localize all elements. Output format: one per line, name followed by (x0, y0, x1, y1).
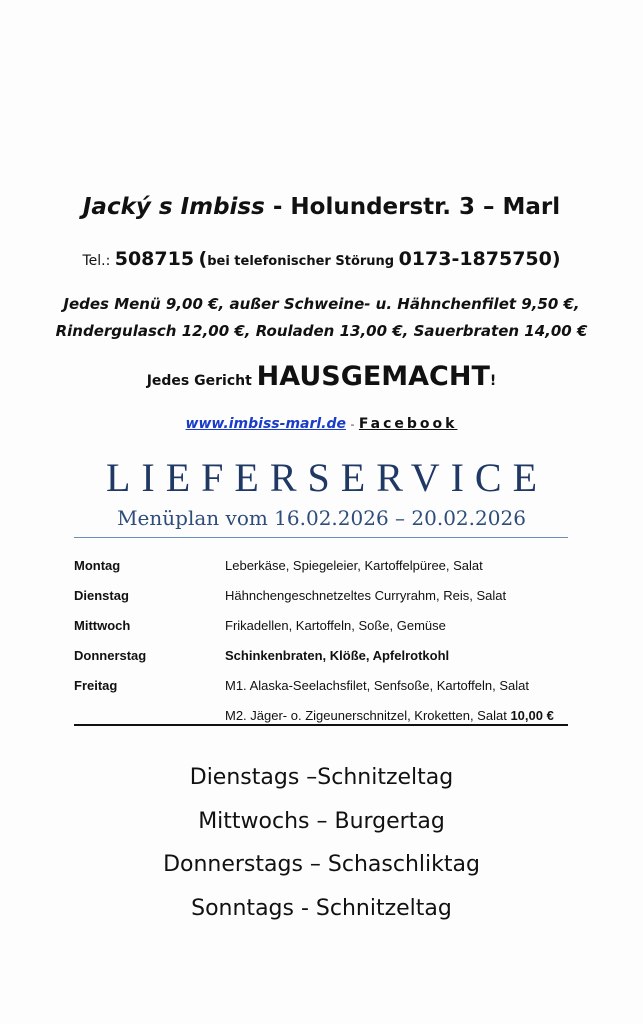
menu-dish: M1. Alaska-Seelachsfilet, Senfsoße, Kartoffeln, Salat (225, 677, 529, 693)
menu-day: Montag (74, 557, 121, 573)
fallback-number: 0173-1875750) (398, 248, 561, 270)
homemade-suffix: ! (489, 373, 497, 389)
menu-plan-title: Menüplan vom 16.02.2026 – 20.02.2026 (117, 506, 526, 530)
menu-dish: Schinkenbraten, Klöße, Apfelrotkohl (225, 647, 450, 663)
table-row (74, 580, 568, 610)
tel-label: Tel.: (82, 253, 111, 269)
special-day: Dienstags –Schnitzeltag (189, 765, 454, 790)
table-row (74, 670, 568, 700)
homemade-word: HAUSGEMACHT (256, 361, 490, 392)
menu-day: Donnerstag (74, 647, 147, 663)
service-title: LIEFERSERVICE (105, 455, 549, 500)
menu-price: 10,00 € (510, 707, 554, 723)
table-row (74, 550, 568, 580)
fallback-label: bei telefonischer Störung (207, 254, 395, 269)
homemade-line (0, 361, 643, 392)
tel-number: 508715 (114, 248, 195, 270)
menu-day: Mittwoch (74, 617, 131, 633)
menu-day: Dienstag (74, 587, 129, 603)
table-bottom-rule (74, 724, 568, 726)
special-day: Donnerstags – Schaschliktag (163, 852, 480, 877)
menu-day: Freitag (74, 677, 118, 693)
facebook-link[interactable]: Facebook (358, 416, 458, 432)
price-line-1: Jedes Menü 9,00 €, außer Schweine- u. Hähnchenfilet 9,50 €, (63, 295, 580, 313)
menu-dish-text: M2. Jäger- o. Zigeunerschnitzel, Kroketten, Salat (225, 707, 507, 723)
links-line (0, 416, 643, 432)
restaurant-address: - Holunderstr. 3 – Marl (272, 194, 561, 220)
special-day: Mittwochs – Burgertag (198, 809, 445, 834)
menu-dish: Hähnchengeschnetzeltes Curryrahm, Reis, Salat (225, 587, 507, 603)
table-row (74, 640, 568, 670)
fallback-prefix: ( (198, 248, 208, 270)
menu-table (74, 550, 568, 730)
price-line-2: Rindergulasch 12,00 €, Rouladen 13,00 €, Sauerbraten 14,00 € (55, 322, 588, 340)
links-separator: - (350, 418, 355, 431)
menu-dish: Frikadellen, Kartoffeln, Soße, Gemüse (225, 617, 446, 633)
menu-dish: Leberkäse, Spiegeleier, Kartoffelpüree, Salat (225, 557, 483, 573)
price-info (0, 291, 643, 345)
restaurant-name: Jacký s Imbiss (82, 194, 265, 220)
table-row (74, 610, 568, 640)
website-link[interactable]: www.imbiss-marl.de (185, 416, 347, 432)
special-day: Sonntags - Schnitzeltag (191, 896, 452, 921)
title-divider (74, 537, 568, 538)
homemade-prefix: Jedes Gericht (146, 373, 252, 389)
contact-line (0, 248, 643, 270)
header-title (0, 194, 643, 220)
